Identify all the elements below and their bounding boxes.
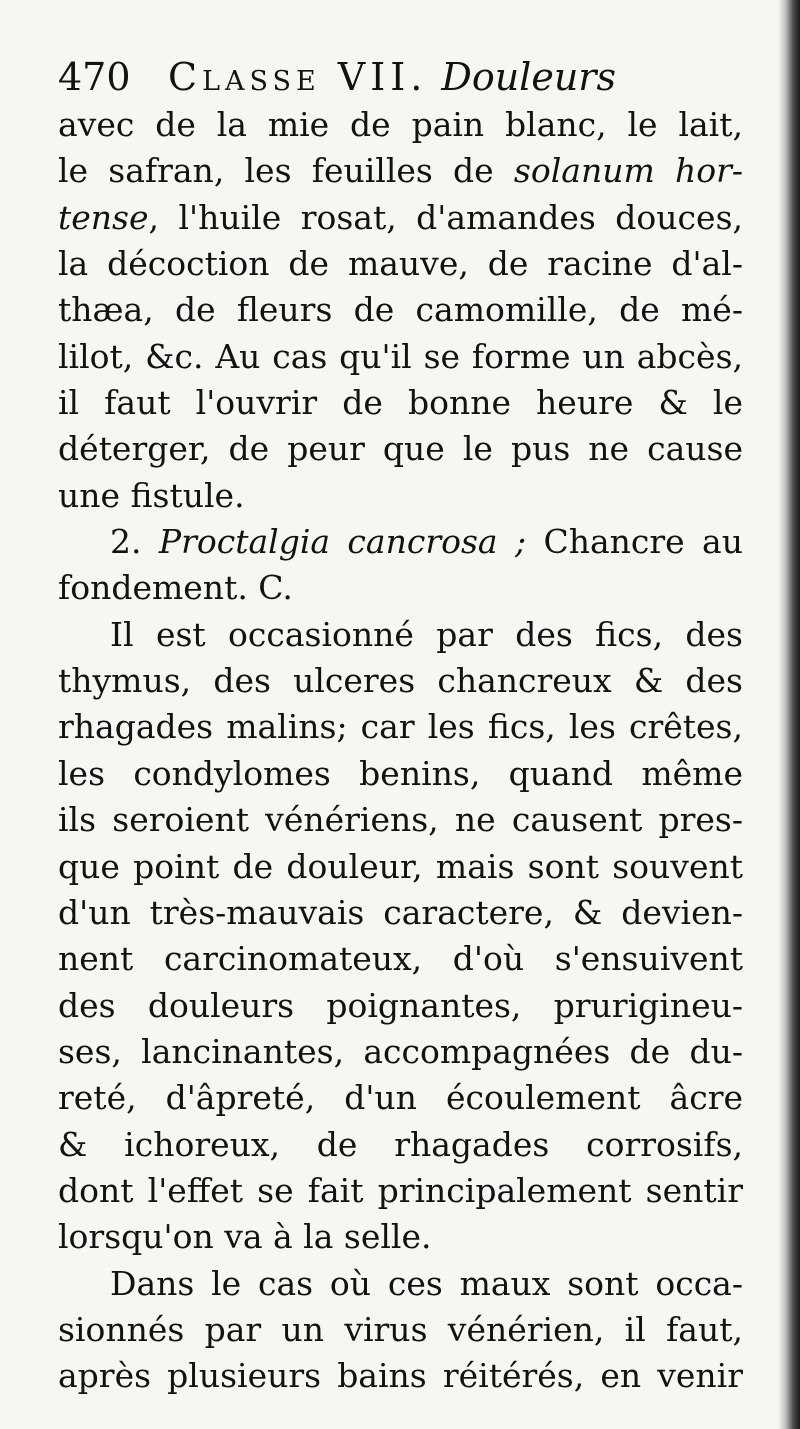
header-title: Douleurs xyxy=(441,55,616,99)
text-line: rhagades malins; car les fics, les crêtes, xyxy=(58,707,743,747)
text-line: les condylomes benins, quand même xyxy=(58,753,743,793)
text-line: après plusieurs bains réitérés, en venir xyxy=(58,1356,743,1396)
paragraph-start: Dans le cas où ces maux sont occa- xyxy=(110,1263,743,1303)
page-edge-shadow xyxy=(778,0,800,1429)
text-line: ses, lancinantes, accompagnées de du- xyxy=(58,1031,743,1071)
text-line: & ichoreux, de rhagades corrosifs, xyxy=(58,1124,743,1164)
text-line: fondement. C. xyxy=(58,568,293,608)
text-line: reté, d'âpreté, d'un écoulement âcre xyxy=(58,1078,743,1118)
text-line: une fistule. xyxy=(58,475,245,515)
page-text xyxy=(58,52,743,1400)
header-classe: Classe VII. xyxy=(168,55,428,99)
text-line: d'un très-mauvais caractere, & devien- xyxy=(58,892,743,932)
page-number: 470 xyxy=(58,55,131,99)
section-heading: 2. Proctalgia cancrosa ; Chancre au xyxy=(110,522,743,562)
text-line: des douleurs poignantes, prurigineu- xyxy=(58,985,743,1025)
text-line: dont l'effet se fait principalement sentir xyxy=(58,1170,743,1210)
text-line: avec de la mie de pain blanc, le lait, xyxy=(58,105,743,144)
text-line: lorsqu'on va à la selle. xyxy=(58,1217,432,1257)
text-line: déterger, de peur que le pus ne cause xyxy=(58,429,743,469)
text-line: que point de douleur, mais sont souvent xyxy=(58,846,743,886)
text-line: sionnés par un virus vénérien, il faut, xyxy=(58,1309,743,1349)
text-line: thymus, des ulceres chancreux & des xyxy=(58,661,743,701)
text-line: ils seroient vénériens, ne causent pres- xyxy=(58,800,743,840)
text-line: il faut l'ouvrir de bonne heure & le xyxy=(58,383,743,423)
text-line: lilot, &c. Au cas qu'il se forme un abcès, xyxy=(58,336,743,376)
paragraph-start: Il est occasionné par des fics, des xyxy=(110,614,743,654)
text-line: la décoction de mauve, de racine d'al- xyxy=(58,244,743,284)
text-line: thæa, de fleurs de camomille, de mé- xyxy=(58,290,743,330)
text-line: le safran, les feuilles de solanum hor- xyxy=(58,151,743,191)
text-line: nent carcinomateux, d'où s'ensuivent xyxy=(58,939,743,979)
text-line: tense, l'huile rosat, d'amandes douces, xyxy=(58,197,743,237)
running-header xyxy=(58,52,743,102)
